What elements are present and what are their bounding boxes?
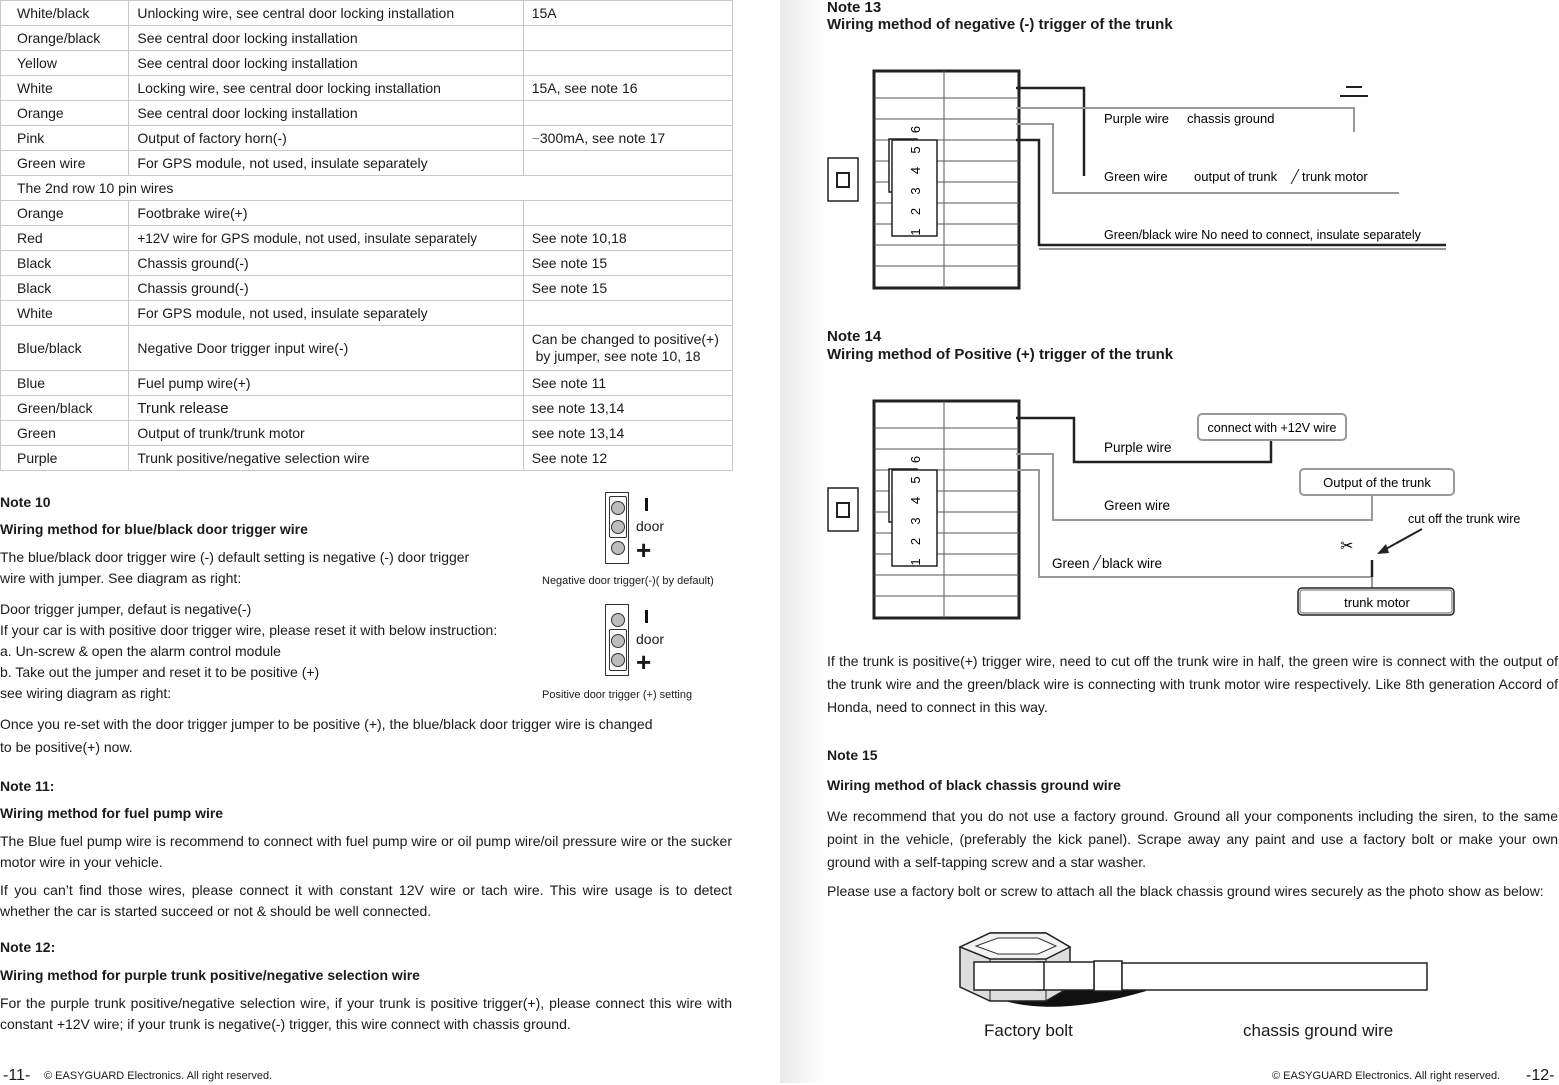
table-row xyxy=(1,76,733,101)
wire-note: See note 12 xyxy=(523,446,732,471)
table-row xyxy=(1,126,733,151)
table-row xyxy=(1,326,733,371)
jumper-pin-icon xyxy=(611,653,625,667)
pin-number-2: 2 xyxy=(908,207,923,216)
table-row xyxy=(1,26,733,51)
svg-text:✂: ✂ xyxy=(1340,538,1354,555)
cut-wire-label: cut off the trunk wire xyxy=(1408,512,1521,526)
wire-note: See note 15 xyxy=(523,251,732,276)
wire-function: Footbrake wire(+) xyxy=(129,201,523,226)
wire-color: Green wire xyxy=(1,151,129,176)
wire-note: Can be changed to positive(+) xyxy=(531,331,719,347)
note10-paragraph-1b: wire with jumper. See diagram as right: xyxy=(0,570,242,586)
green-black-label-b: black wire xyxy=(1102,556,1163,571)
connect-12v-label: connect with +12V wire xyxy=(1207,421,1337,435)
chassis-ground-wire-label: chassis ground wire xyxy=(1243,1021,1394,1040)
jumper-pin-icon xyxy=(611,634,625,648)
caption-negative-trigger: Negative door trigger(-)( by default) xyxy=(542,575,714,587)
wire-color: Orange xyxy=(1,201,129,226)
purple-wire-label: Purple wire xyxy=(1104,111,1170,126)
pin-number-5: 5 xyxy=(908,146,923,154)
copyright-right: © EASYGUARD Electronics. All right reserved. xyxy=(1272,1070,1501,1082)
wire-note: 15A xyxy=(523,1,732,26)
factory-bolt-label: Factory bolt xyxy=(984,1021,1073,1040)
wire-note: see note 13,14 xyxy=(523,421,732,446)
wire-note: See note 10,18 xyxy=(523,226,732,251)
wire-function: Chassis ground(-) xyxy=(129,251,523,276)
wire-function: Locking wire, see central door locking installation xyxy=(129,76,523,101)
wire-color: White/black xyxy=(1,1,129,26)
wire-table-body xyxy=(1,1,733,471)
page-number-left: -11- xyxy=(3,1067,31,1084)
wire-function: Fuel pump wire(+) xyxy=(129,371,523,396)
minus-pole-icon xyxy=(645,610,648,623)
green-wire-label: Green wire xyxy=(1104,169,1168,184)
wire-note xyxy=(523,51,732,76)
note11-title: Wiring method for fuel pump wire xyxy=(0,805,224,821)
note11-paragraph-1: The Blue fuel pump wire is recommend to connect with fuel pump wire or oil pump wire/oil pressure wire or the sucker motor wire in your vehicle. xyxy=(0,833,732,870)
wire-color: Orange/black xyxy=(1,26,129,51)
jumper-pin-icon xyxy=(611,613,625,627)
table-row xyxy=(1,396,733,421)
note12-label: Note 12: xyxy=(0,939,56,955)
wire-function: Unlocking wire, see central door locking installation xyxy=(129,1,523,26)
table-section-row xyxy=(1,176,733,201)
table-row xyxy=(1,276,733,301)
door-label: door xyxy=(636,518,665,534)
trunk-motor-label: trunk motor xyxy=(1302,169,1368,184)
pin-number-1: 1 xyxy=(908,558,923,566)
pin-number-3: 3 xyxy=(908,187,923,195)
wire-function: See central door locking installation xyxy=(129,51,523,76)
connect-12v-box xyxy=(1198,414,1346,440)
pin-number-5: 5 xyxy=(908,476,923,484)
wire-function: Output of trunk/trunk motor xyxy=(129,421,523,446)
table-row xyxy=(1,1,733,26)
wire-color: White xyxy=(1,301,129,326)
note10-paragraph-2: Door trigger jumper, defaut is negative(-) xyxy=(0,601,252,617)
note13-label: Note 13 xyxy=(827,0,882,16)
note10-paragraph-7b: to be positive(+) now. xyxy=(0,739,133,755)
purple-wire xyxy=(1016,88,1354,176)
page-gutter xyxy=(780,0,826,1083)
note10-label: Note 10 xyxy=(0,494,51,510)
wire-function: Trunk positive/negative selection wire xyxy=(129,446,523,471)
chassis-ground-label: chassis ground xyxy=(1187,111,1275,126)
note12-paragraph-1: For the purple trunk positive/negative selection wire, if your trunk is positive trigger(+), please connect this wire with constant +12V wire; if your trunk is negative(-) trigger, this wire connect with chassis ground. xyxy=(0,995,732,1032)
note14-title: Wiring method of Positive (+) trigger of the trunk xyxy=(827,346,1174,363)
wire-function: Negative Door trigger input wire(-) xyxy=(129,326,523,371)
wire-note: 15A, see note 16 xyxy=(523,76,732,101)
table-row xyxy=(1,421,733,446)
cut-arrow-icon xyxy=(1377,529,1422,554)
wire-function: For GPS module, not used, insulate separately xyxy=(129,301,523,326)
connector-housing xyxy=(828,71,1019,288)
wire-note: See note 15 xyxy=(523,276,732,301)
table-row xyxy=(1,301,733,326)
note10-paragraph-6: see wiring diagram as right: xyxy=(0,685,172,701)
wire-color: Red xyxy=(1,226,129,251)
note10-paragraph-1a: The blue/black door trigger wire (-) default setting is negative (-) door trigger xyxy=(0,549,470,565)
note10-title: Wiring method for blue/black door trigger wire xyxy=(0,521,308,537)
trunk-motor-label: trunk motor xyxy=(1344,595,1410,610)
wire-note xyxy=(523,26,732,51)
wire-color: Green/black xyxy=(1,396,129,421)
pin-number-2: 2 xyxy=(908,537,923,546)
note12-title: Wiring method for purple trunk positive/negative selection wire xyxy=(0,967,420,983)
output-of-trunk-box xyxy=(1300,469,1454,495)
note14-label: Note 14 xyxy=(827,328,882,345)
wire-function: Chassis ground(-) xyxy=(129,276,523,301)
wire-color: Blue/black xyxy=(1,326,129,371)
jumper-pin-icon xyxy=(611,501,625,515)
table-row xyxy=(1,51,733,76)
note14-paragraph: If the trunk is positive(+) trigger wire, need to cut off the trunk wire in half, the green wire is connect with the output of the trunk wire and the green/black wire is connecting with trunk motor wire respectively. Like 8th generation Accord of Honda, need to connect in this way. xyxy=(827,653,1558,715)
note13-title: Wiring method of negative (-) trigger of the trunk xyxy=(827,16,1173,33)
wire-icon xyxy=(974,961,1427,991)
jumper-negative-diagram xyxy=(605,492,629,564)
wire-color: White xyxy=(1,76,129,101)
pin-number-6: 6 xyxy=(908,455,923,464)
plus-pole-icon: + xyxy=(636,535,652,565)
table-row xyxy=(1,201,733,226)
note15-title: Wiring method of black chassis ground wire xyxy=(827,777,1121,793)
note13-diagram xyxy=(826,60,1559,300)
pin-number-4: 4 xyxy=(908,496,923,505)
wire-color: Orange xyxy=(1,101,129,126)
output-of-trunk-label: output of trunk xyxy=(1194,169,1278,184)
pin-number-6: 6 xyxy=(908,125,923,134)
wire-note xyxy=(523,301,732,326)
left-page xyxy=(0,0,780,1083)
wire-note: See note 11 xyxy=(523,371,732,396)
chassis-ground-icon xyxy=(1340,87,1368,96)
note10-paragraph-4: a. Un-screw & open the alarm control module xyxy=(0,643,281,659)
table-section-header: The 2nd row 10 pin wires xyxy=(1,176,733,201)
jumper-pin-icon xyxy=(611,541,625,555)
wire-color: Purple xyxy=(1,446,129,471)
note14-diagram xyxy=(826,390,1559,630)
slash-icon xyxy=(1093,555,1101,570)
connector-housing xyxy=(828,401,1019,618)
jumper-positive-diagram xyxy=(605,604,629,676)
note11-label: Note 11: xyxy=(0,778,55,794)
table-row xyxy=(1,446,733,471)
wire-color: Pink xyxy=(1,126,129,151)
wire-function: For GPS module, not used, insulate separately xyxy=(129,151,523,176)
wire-color: Yellow xyxy=(1,51,129,76)
wire-note-line2: by jumper, see note 10, 18 xyxy=(531,348,701,364)
pin-number-3: 3 xyxy=(908,517,923,525)
note10-paragraph-3: If your car is with positive door trigger wire, please reset it with below instruction: xyxy=(0,622,498,638)
pin-number-1: 1 xyxy=(908,228,923,236)
wire-function: See central door locking installation xyxy=(129,26,523,51)
wire-note xyxy=(523,101,732,126)
wire-note-cell xyxy=(523,126,732,151)
wire-table xyxy=(0,0,733,471)
wire-function: +12V wire for GPS module, not used, insulate separately xyxy=(129,226,523,251)
note11-paragraph-2: If you can’t find those wires, please connect it with constant 12V wire or tach wire. This wire usage is to detect whether the car is started succeed or not & should be well connected. xyxy=(0,882,732,919)
table-row xyxy=(1,101,733,126)
table-row xyxy=(1,226,733,251)
table-row xyxy=(1,371,733,396)
scissors-icon xyxy=(1340,538,1353,555)
note15-paragraph-1: We recommend that you do not use a factory ground. Ground all your components including the siren, to the same point in the vehicle, (preferably the kick panel). Scrape away any paint and use a factory bolt or make your own ground with a self-tapping screw and a star washer. xyxy=(827,808,1558,870)
wire-color: Black xyxy=(1,251,129,276)
wire-color: Black xyxy=(1,276,129,301)
wire-function: See central door locking installation xyxy=(129,101,523,126)
wire-note-cell xyxy=(523,326,732,371)
pin-number-4: 4 xyxy=(908,166,923,175)
caption-positive-trigger: Positive door trigger (+) setting xyxy=(542,689,693,701)
wire-function: Output of factory horn(-) xyxy=(129,126,523,151)
output-of-trunk-label: Output of the trunk xyxy=(1323,475,1431,490)
green-black-wire-label: Green/black wire No need to connect, insulate separately xyxy=(1104,228,1421,242)
copyright-left: © EASYGUARD Electronics. All right reserved. xyxy=(44,1070,273,1082)
jumper-pin-icon xyxy=(611,520,625,534)
page-number-right: -12- xyxy=(1526,1067,1555,1084)
note10-paragraph-7a: Once you re-set with the door trigger jumper to be positive (+), the blue/black door trigger wire is changed xyxy=(0,716,653,732)
table-row xyxy=(1,151,733,176)
table-row xyxy=(1,251,733,276)
wire-note xyxy=(523,151,732,176)
wire-color: Green xyxy=(1,421,129,446)
wire-note: see note 13,14 xyxy=(523,396,732,421)
slash-icon xyxy=(1291,169,1299,184)
wire-color: Blue xyxy=(1,371,129,396)
plus-pole-icon: + xyxy=(636,647,652,677)
wire-note xyxy=(523,201,732,226)
note15-paragraph-2: Please use a factory bolt or screw to attach all the black chassis ground wires securely as the photo show as below: xyxy=(827,883,1544,899)
note10-paragraph-5: b. Take out the jumper and reset it to be positive (+) xyxy=(0,664,320,680)
minus-sign-icon: − xyxy=(531,129,540,146)
minus-pole-icon xyxy=(645,498,648,511)
purple-wire-label: Purple wire xyxy=(1104,440,1172,455)
wire-note: 300mA, see note 17 xyxy=(539,129,666,146)
right-page xyxy=(826,0,1559,1083)
green-wire-label: Green wire xyxy=(1104,498,1171,513)
note15-label: Note 15 xyxy=(827,747,878,763)
wire-function: Trunk release xyxy=(129,396,523,421)
trunk-motor-box xyxy=(1298,588,1454,615)
door-label: door xyxy=(636,631,665,647)
factory-bolt-photo xyxy=(946,925,1436,1025)
green-black-label-a: Green xyxy=(1052,556,1090,571)
